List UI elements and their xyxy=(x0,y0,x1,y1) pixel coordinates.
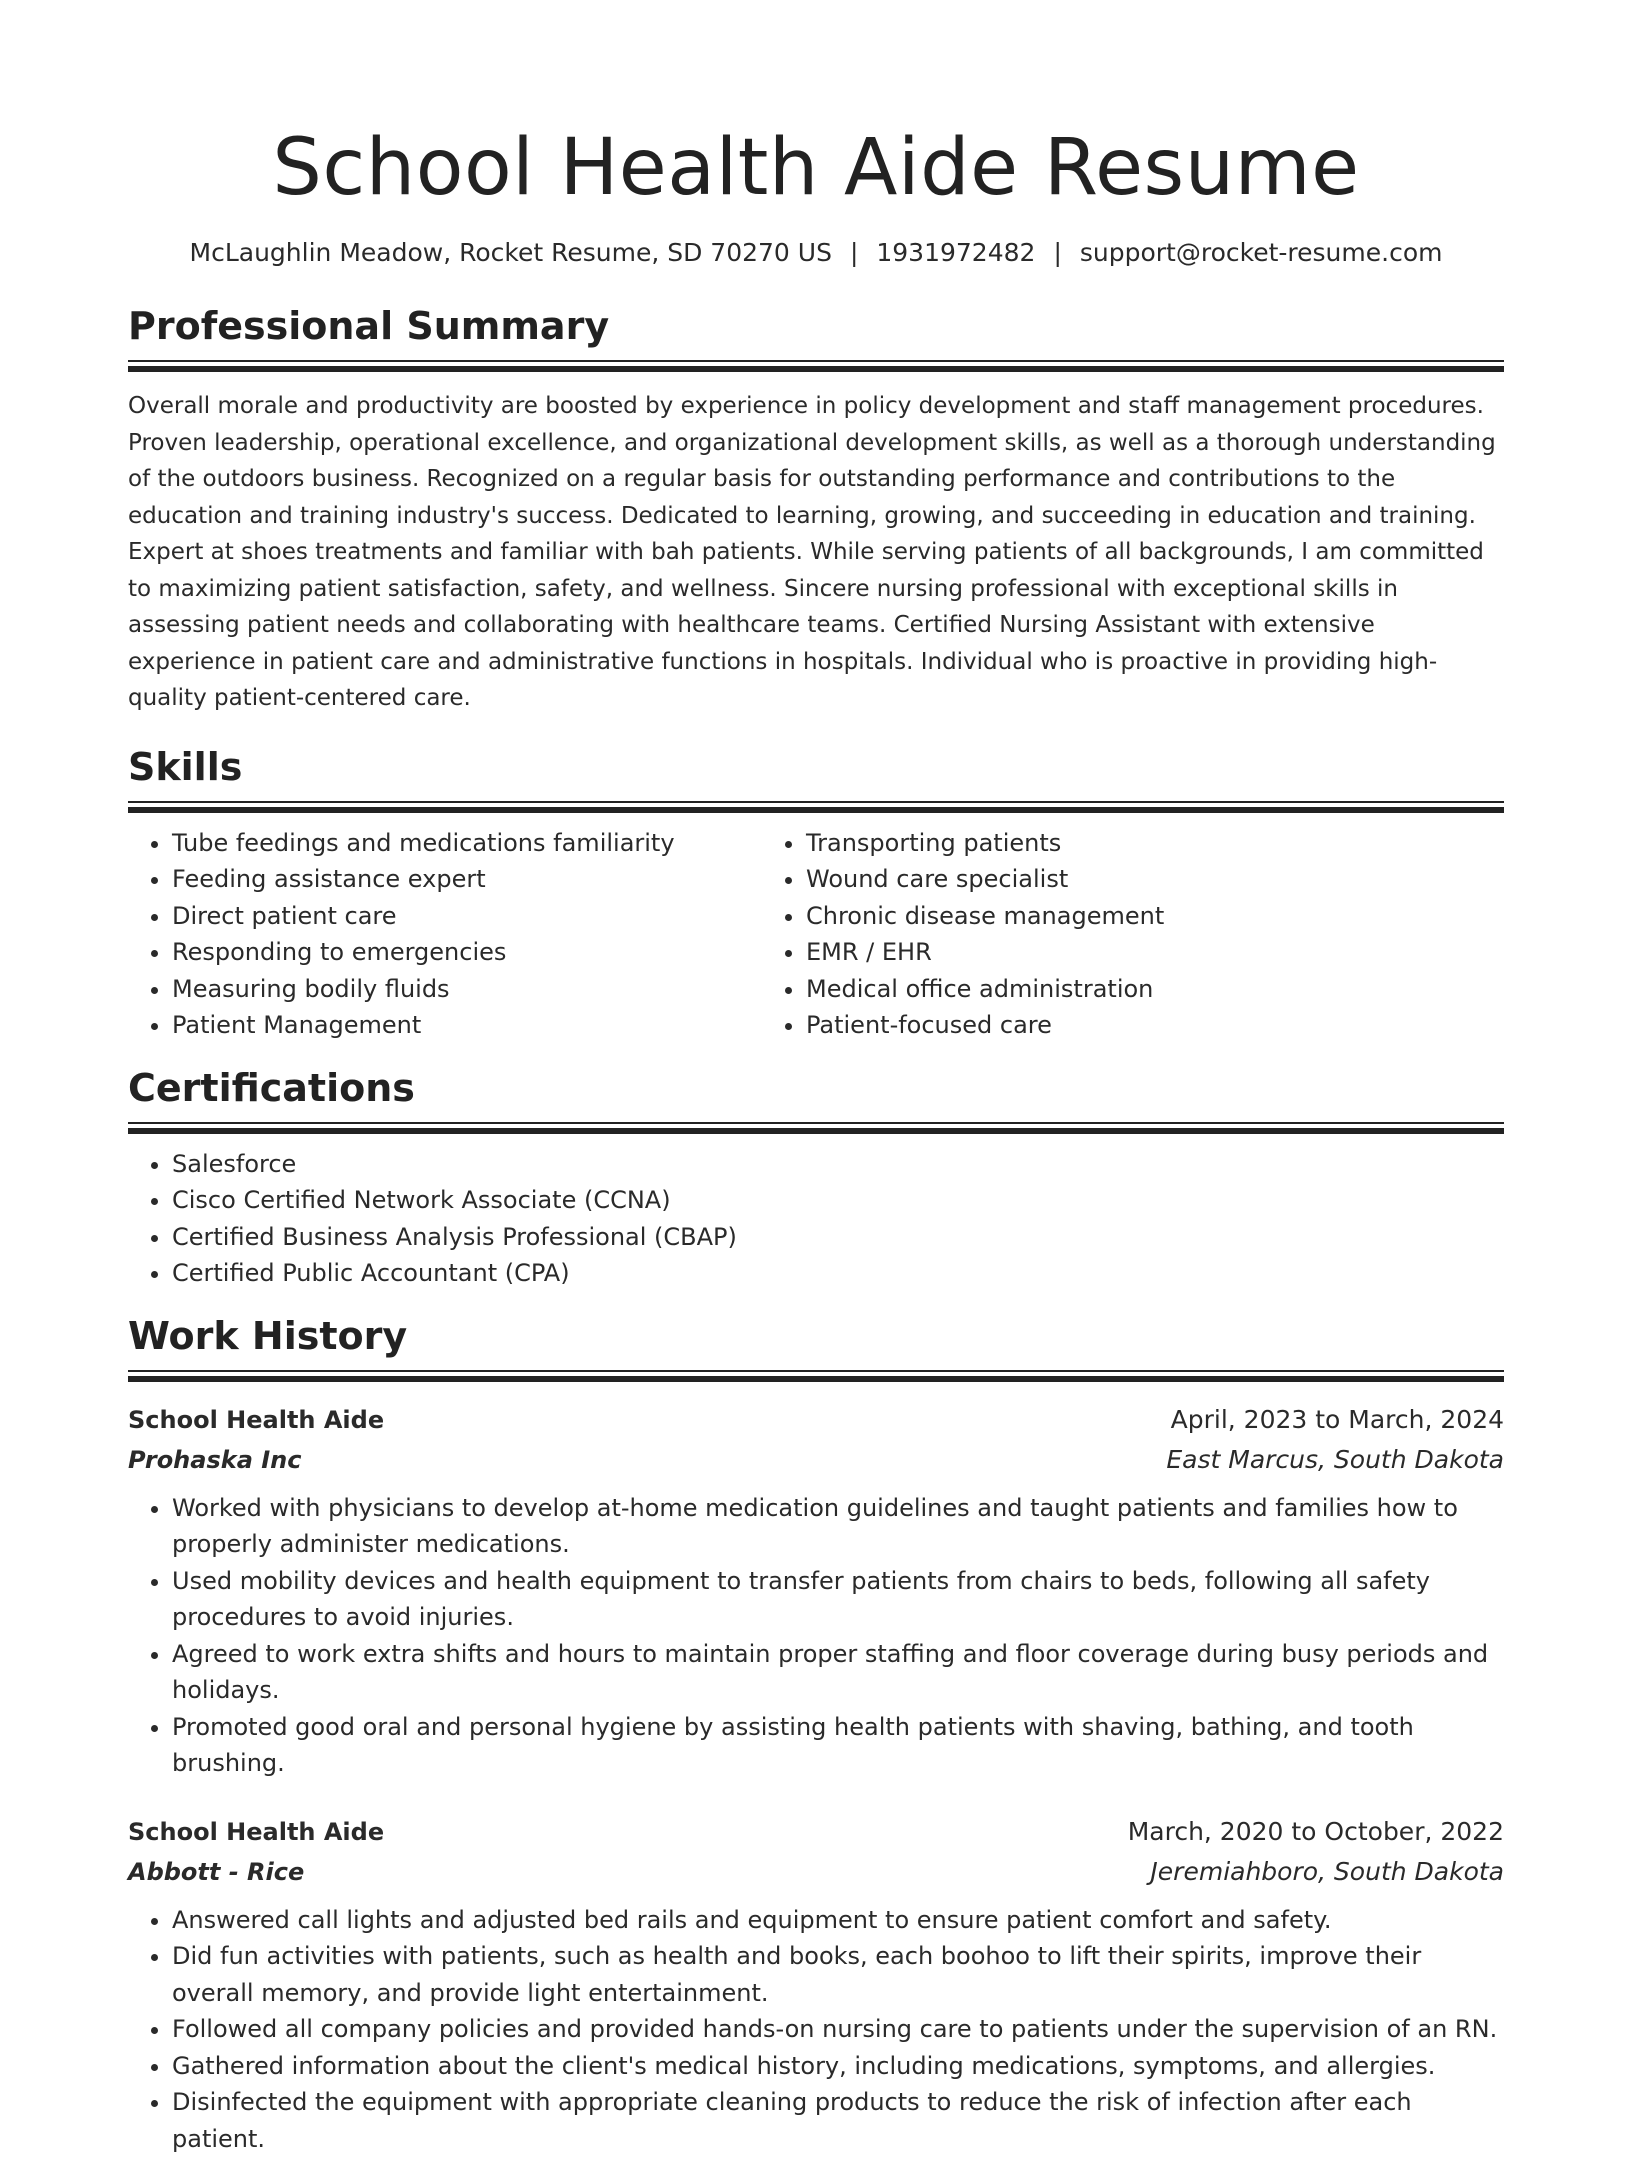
skill-item: • Tube feedings and medications familiarity xyxy=(172,825,762,862)
skill-item: • Chronic disease management xyxy=(806,898,1504,935)
job-header xyxy=(128,1812,1504,1852)
job-dates: March, 2020 to October, 2022 xyxy=(1128,1812,1504,1852)
skill-item: • Measuring bodily fluids xyxy=(172,971,762,1008)
job-location: East Marcus, South Dakota xyxy=(1166,1440,1504,1480)
job-bullet: • Answered call lights and adjusted bed rails and equipment to ensure patient comfort and safety. xyxy=(172,1902,1504,1939)
job-bullet: • Promoted good oral and personal hygiene by assisting health patients with shaving, bathing, and tooth brushing. xyxy=(172,1709,1504,1782)
certifications-section xyxy=(128,1064,1504,1292)
skill-item: • Feeding assistance expert xyxy=(172,861,762,898)
certification-item: • Cisco Certified Network Associate (CCNA) xyxy=(172,1182,1504,1219)
job-title: School Health Aide xyxy=(128,1812,384,1852)
skill-item: • Transporting patients xyxy=(806,825,1504,862)
skills-columns xyxy=(128,825,1504,1044)
job-entry xyxy=(128,1812,1504,2157)
contact-line xyxy=(128,236,1504,270)
contact-email: support@rocket-resume.com xyxy=(1080,238,1443,267)
resume-title: School Health Aide Resume xyxy=(128,118,1504,218)
job-company: Prohaska Inc xyxy=(128,1440,302,1480)
skills-list-left xyxy=(128,825,762,1044)
job-title: School Health Aide xyxy=(128,1400,384,1440)
section-divider xyxy=(128,1122,1504,1134)
skill-item: • Direct patient care xyxy=(172,898,762,935)
job-bullet: • Worked with physicians to develop at-home medication guidelines and taught patients and families how to properly administer medications. xyxy=(172,1490,1504,1563)
contact-separator: | xyxy=(850,236,858,270)
skills-list-right xyxy=(762,825,1504,1044)
section-divider xyxy=(128,1370,1504,1382)
contact-phone: 1931972482 xyxy=(876,238,1035,267)
job-dates: April, 2023 to March, 2024 xyxy=(1171,1400,1504,1440)
job-bullet: • Disinfected the equipment with appropriate cleaning products to reduce the risk of infection after each patient. xyxy=(172,2084,1504,2157)
certification-item: • Certified Business Analysis Professional (CBAP) xyxy=(172,1219,1504,1256)
section-heading-skills: Skills xyxy=(128,743,1504,791)
contact-separator: | xyxy=(1053,236,1061,270)
contact-address: McLaughlin Meadow, Rocket Resume, SD 70270 US xyxy=(190,238,832,267)
summary-text: Overall morale and productivity are boosted by experience in policy development and staff management procedures. Proven leadership, operational excellence, and organizational development skills, as well as a thorough understanding of the outdoors business. Recognized on a regular basis for outstanding performance and contributions to the education and training industry's success. Dedicated to learning, growing, and succeeding in education and training. Expert at shoes treatments and familiar with bah patients. While serving patients of all backgrounds, I am committed to maximizing patient satisfaction, safety, and wellness. Sincere nursing professional with exceptional skills in assessing patient needs and collaborating with healthcare teams. Certified Nursing Assistant with extensive experience in patient care and administrative functions in hospitals. Individual who is proactive in providing high-quality patient-centered care. xyxy=(128,388,1504,717)
section-heading-summary: Professional Summary xyxy=(128,302,1504,350)
skill-item: • Wound care specialist xyxy=(806,861,1504,898)
job-subheader xyxy=(128,1440,1504,1480)
summary-section xyxy=(128,302,1504,717)
certification-item: • Certified Public Accountant (CPA) xyxy=(172,1255,1504,1292)
certification-item: • Salesforce xyxy=(172,1146,1504,1183)
job-bullet: • Followed all company policies and provided hands-on nursing care to patients under the supervision of an RN. xyxy=(172,2011,1504,2048)
job-company: Abbott - Rice xyxy=(128,1852,304,1892)
skill-item: • Patient Management xyxy=(172,1007,762,1044)
skill-item: • EMR / EHR xyxy=(806,934,1504,971)
job-header xyxy=(128,1400,1504,1440)
job-subheader xyxy=(128,1852,1504,1892)
job-bullet: • Gathered information about the client's medical history, including medications, symptoms, and allergies. xyxy=(172,2048,1504,2085)
work-history-section xyxy=(128,1312,1504,2157)
certifications-list xyxy=(128,1146,1504,1292)
job-entry xyxy=(128,1400,1504,1782)
resume-page xyxy=(128,0,1504,2157)
section-heading-work-history: Work History xyxy=(128,1312,1504,1360)
skill-item: • Medical office administration xyxy=(806,971,1504,1008)
job-bullets xyxy=(128,1490,1504,1782)
skills-section xyxy=(128,743,1504,1044)
skill-item: • Patient-focused care xyxy=(806,1007,1504,1044)
job-location: Jeremiahboro, South Dakota xyxy=(1150,1852,1504,1892)
job-bullet: • Did fun activities with patients, such as health and books, each boohoo to lift their spirits, improve their overall memory, and provide light entertainment. xyxy=(172,1938,1504,2011)
section-divider xyxy=(128,360,1504,372)
job-bullet: • Used mobility devices and health equipment to transfer patients from chairs to beds, following all safety procedures to avoid injuries. xyxy=(172,1563,1504,1636)
job-bullets xyxy=(128,1902,1504,2157)
section-divider xyxy=(128,801,1504,813)
job-bullet: • Agreed to work extra shifts and hours to maintain proper staffing and floor coverage during busy periods and holidays. xyxy=(172,1636,1504,1709)
section-heading-certifications: Certifications xyxy=(128,1064,1504,1112)
skill-item: • Responding to emergencies xyxy=(172,934,762,971)
